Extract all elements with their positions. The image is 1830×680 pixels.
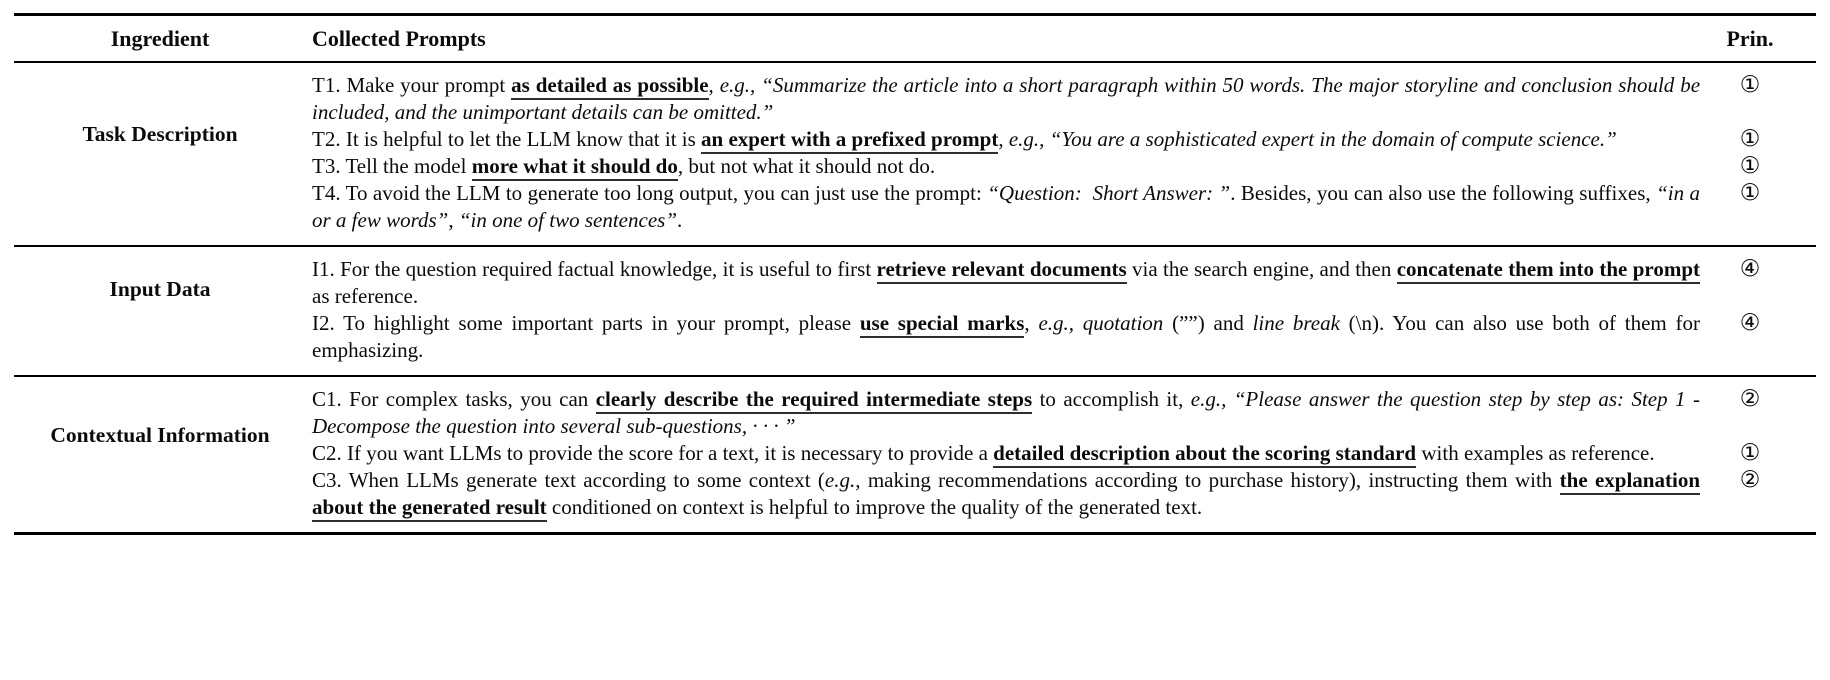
- prompt-segment: to accomplish it,: [1032, 387, 1191, 411]
- prompt-text-C1: [306, 386, 1700, 440]
- bottom-rule: [14, 532, 1816, 535]
- prompt-segment: ,: [1024, 311, 1039, 335]
- prompt-item-I1: [306, 256, 1816, 310]
- prompt-segment: I1. For the question required factual knowledge, it is useful to first: [312, 257, 877, 281]
- principle-badge-T3: ①: [1739, 153, 1761, 179]
- principle-badge-T4: ①: [1739, 180, 1761, 206]
- prompt-segment: ,: [448, 208, 459, 232]
- prompt-segment: (\n). You can also use both of them for emphasizing.: [312, 311, 1701, 362]
- principle-badge-I1: ④: [1739, 256, 1761, 282]
- column-header-ingredient: Ingredient: [110, 25, 210, 51]
- principle-badge-I2: ④: [1739, 310, 1761, 336]
- prompt-segment: e.g., “Summarize the article into a short paragraph within 50 words. The major storyline and conclusion should be included, and the unimportant details can be omitted.”: [312, 73, 1701, 124]
- prompt-item-T3: [306, 153, 1816, 180]
- prompt-text-T4: [306, 180, 1700, 234]
- prompt-item-T1: [306, 72, 1816, 126]
- prompt-segment: line break: [1252, 311, 1340, 335]
- prompt-segment: “in one of two sentences”: [458, 208, 677, 232]
- prompt-segment: T1. Make your prompt: [312, 73, 512, 97]
- prompt-items: [306, 72, 1816, 234]
- prompt-text-T1: [306, 72, 1700, 126]
- principle-badge-C3: ②: [1739, 467, 1761, 493]
- prompt-item-T4: [306, 180, 1816, 234]
- table-section-0: [14, 63, 1816, 245]
- prompt-items: [306, 386, 1816, 521]
- prompt-item-C1: [306, 386, 1816, 440]
- prompt-segment: ,: [998, 127, 1009, 151]
- prompt-segment: as detailed as possible: [511, 73, 708, 100]
- column-header-collected-prompts: Collected Prompts: [312, 25, 486, 51]
- prompt-segment: e.g., “You are a sophisticated expert in the domain of compute science.”: [1008, 127, 1617, 151]
- prompt-segment: C2. If you want LLMs to provide the score for a text, it is necessary to provide a: [312, 441, 994, 465]
- prompt-segment: ,: [708, 73, 720, 97]
- prompt-segment: e.g., “Please answer the question step by step as: Step 1 - Decompose the question into several sub-questions, · · · ”: [312, 387, 1700, 438]
- table-header-row: [14, 16, 1816, 61]
- prompt-segment: I2. To highlight some important parts in your prompt, please: [312, 311, 860, 335]
- column-header-prin: Prin.: [1726, 25, 1774, 51]
- prompt-segment: “Question: Short Answer: ”: [987, 181, 1231, 205]
- prompt-segment: C1. For complex tasks, you can: [312, 387, 596, 411]
- table-body: [14, 63, 1816, 532]
- prompt-text-I2: [306, 310, 1700, 364]
- ingredient-label: Contextual Information: [50, 423, 270, 447]
- prompt-item-I2: [306, 310, 1816, 364]
- principle-badge-C1: ②: [1739, 386, 1761, 412]
- ingredient-label: Task Description: [82, 122, 238, 146]
- prompt-segment: detailed description about the scoring standard: [993, 441, 1416, 468]
- prompt-segment: T4. To avoid the LLM to generate too long output, you can just use the prompt:: [312, 181, 988, 205]
- principle-badge-T2: ①: [1739, 126, 1761, 152]
- prompt-segment: , but not what it should not do.: [677, 154, 936, 178]
- prompt-segment: retrieve relevant documents: [877, 257, 1127, 284]
- prompt-segment: C3. When LLMs generate text according to some context (: [312, 468, 825, 492]
- prompt-segment: with examples as reference.: [1416, 441, 1655, 465]
- prompt-item-T2: [306, 126, 1816, 153]
- ingredient-label: Input Data: [109, 277, 211, 301]
- prompt-segment: T2. It is helpful to let the LLM know that it is: [312, 127, 702, 151]
- prompt-segment: the explanation about the generated result: [312, 468, 1700, 522]
- prompt-segment: e.g., quotation: [1038, 311, 1164, 335]
- prompt-segment: . Besides, you can also use the following suffixes,: [1230, 181, 1657, 205]
- prompt-segment: concatenate them into the prompt: [1397, 257, 1700, 284]
- prompt-text-T3: [306, 153, 1700, 180]
- prompt-segment: more what it should do: [472, 154, 678, 181]
- prompt-segment: .: [677, 208, 683, 232]
- principle-badge-T1: ①: [1739, 72, 1761, 98]
- prompt-item-C3: [306, 467, 1816, 521]
- prompt-text-I1: [306, 256, 1700, 310]
- prompt-segment: (””) and: [1163, 311, 1253, 335]
- prompt-text-C2: [306, 440, 1700, 467]
- prompt-segment: making recommendations according to purchase history), instructing them with: [860, 468, 1560, 492]
- prompt-segment: conditioned on context is helpful to improve the quality of the generated text.: [546, 495, 1203, 519]
- prompt-item-C2: [306, 440, 1816, 467]
- principle-badge-C2: ①: [1739, 440, 1761, 466]
- prompt-text-C3: [306, 467, 1700, 521]
- prompt-items: [306, 256, 1816, 364]
- table-section-2: [14, 375, 1816, 532]
- prompt-segment: an expert with a prefixed prompt: [701, 127, 998, 154]
- table-section-1: [14, 245, 1816, 375]
- prompt-segment: “in a or a few words”: [312, 181, 1701, 232]
- prompt-segment: clearly describe the required intermediate steps: [596, 387, 1032, 414]
- prompt-segment: e.g.,: [824, 468, 861, 492]
- prompt-segment: via the search engine, and then: [1126, 257, 1397, 281]
- prompt-text-T2: [306, 126, 1700, 153]
- prompt-segment: T3. Tell the model: [312, 154, 472, 178]
- prompt-segment: as reference.: [312, 284, 419, 308]
- prompt-segment: use special marks: [860, 311, 1025, 338]
